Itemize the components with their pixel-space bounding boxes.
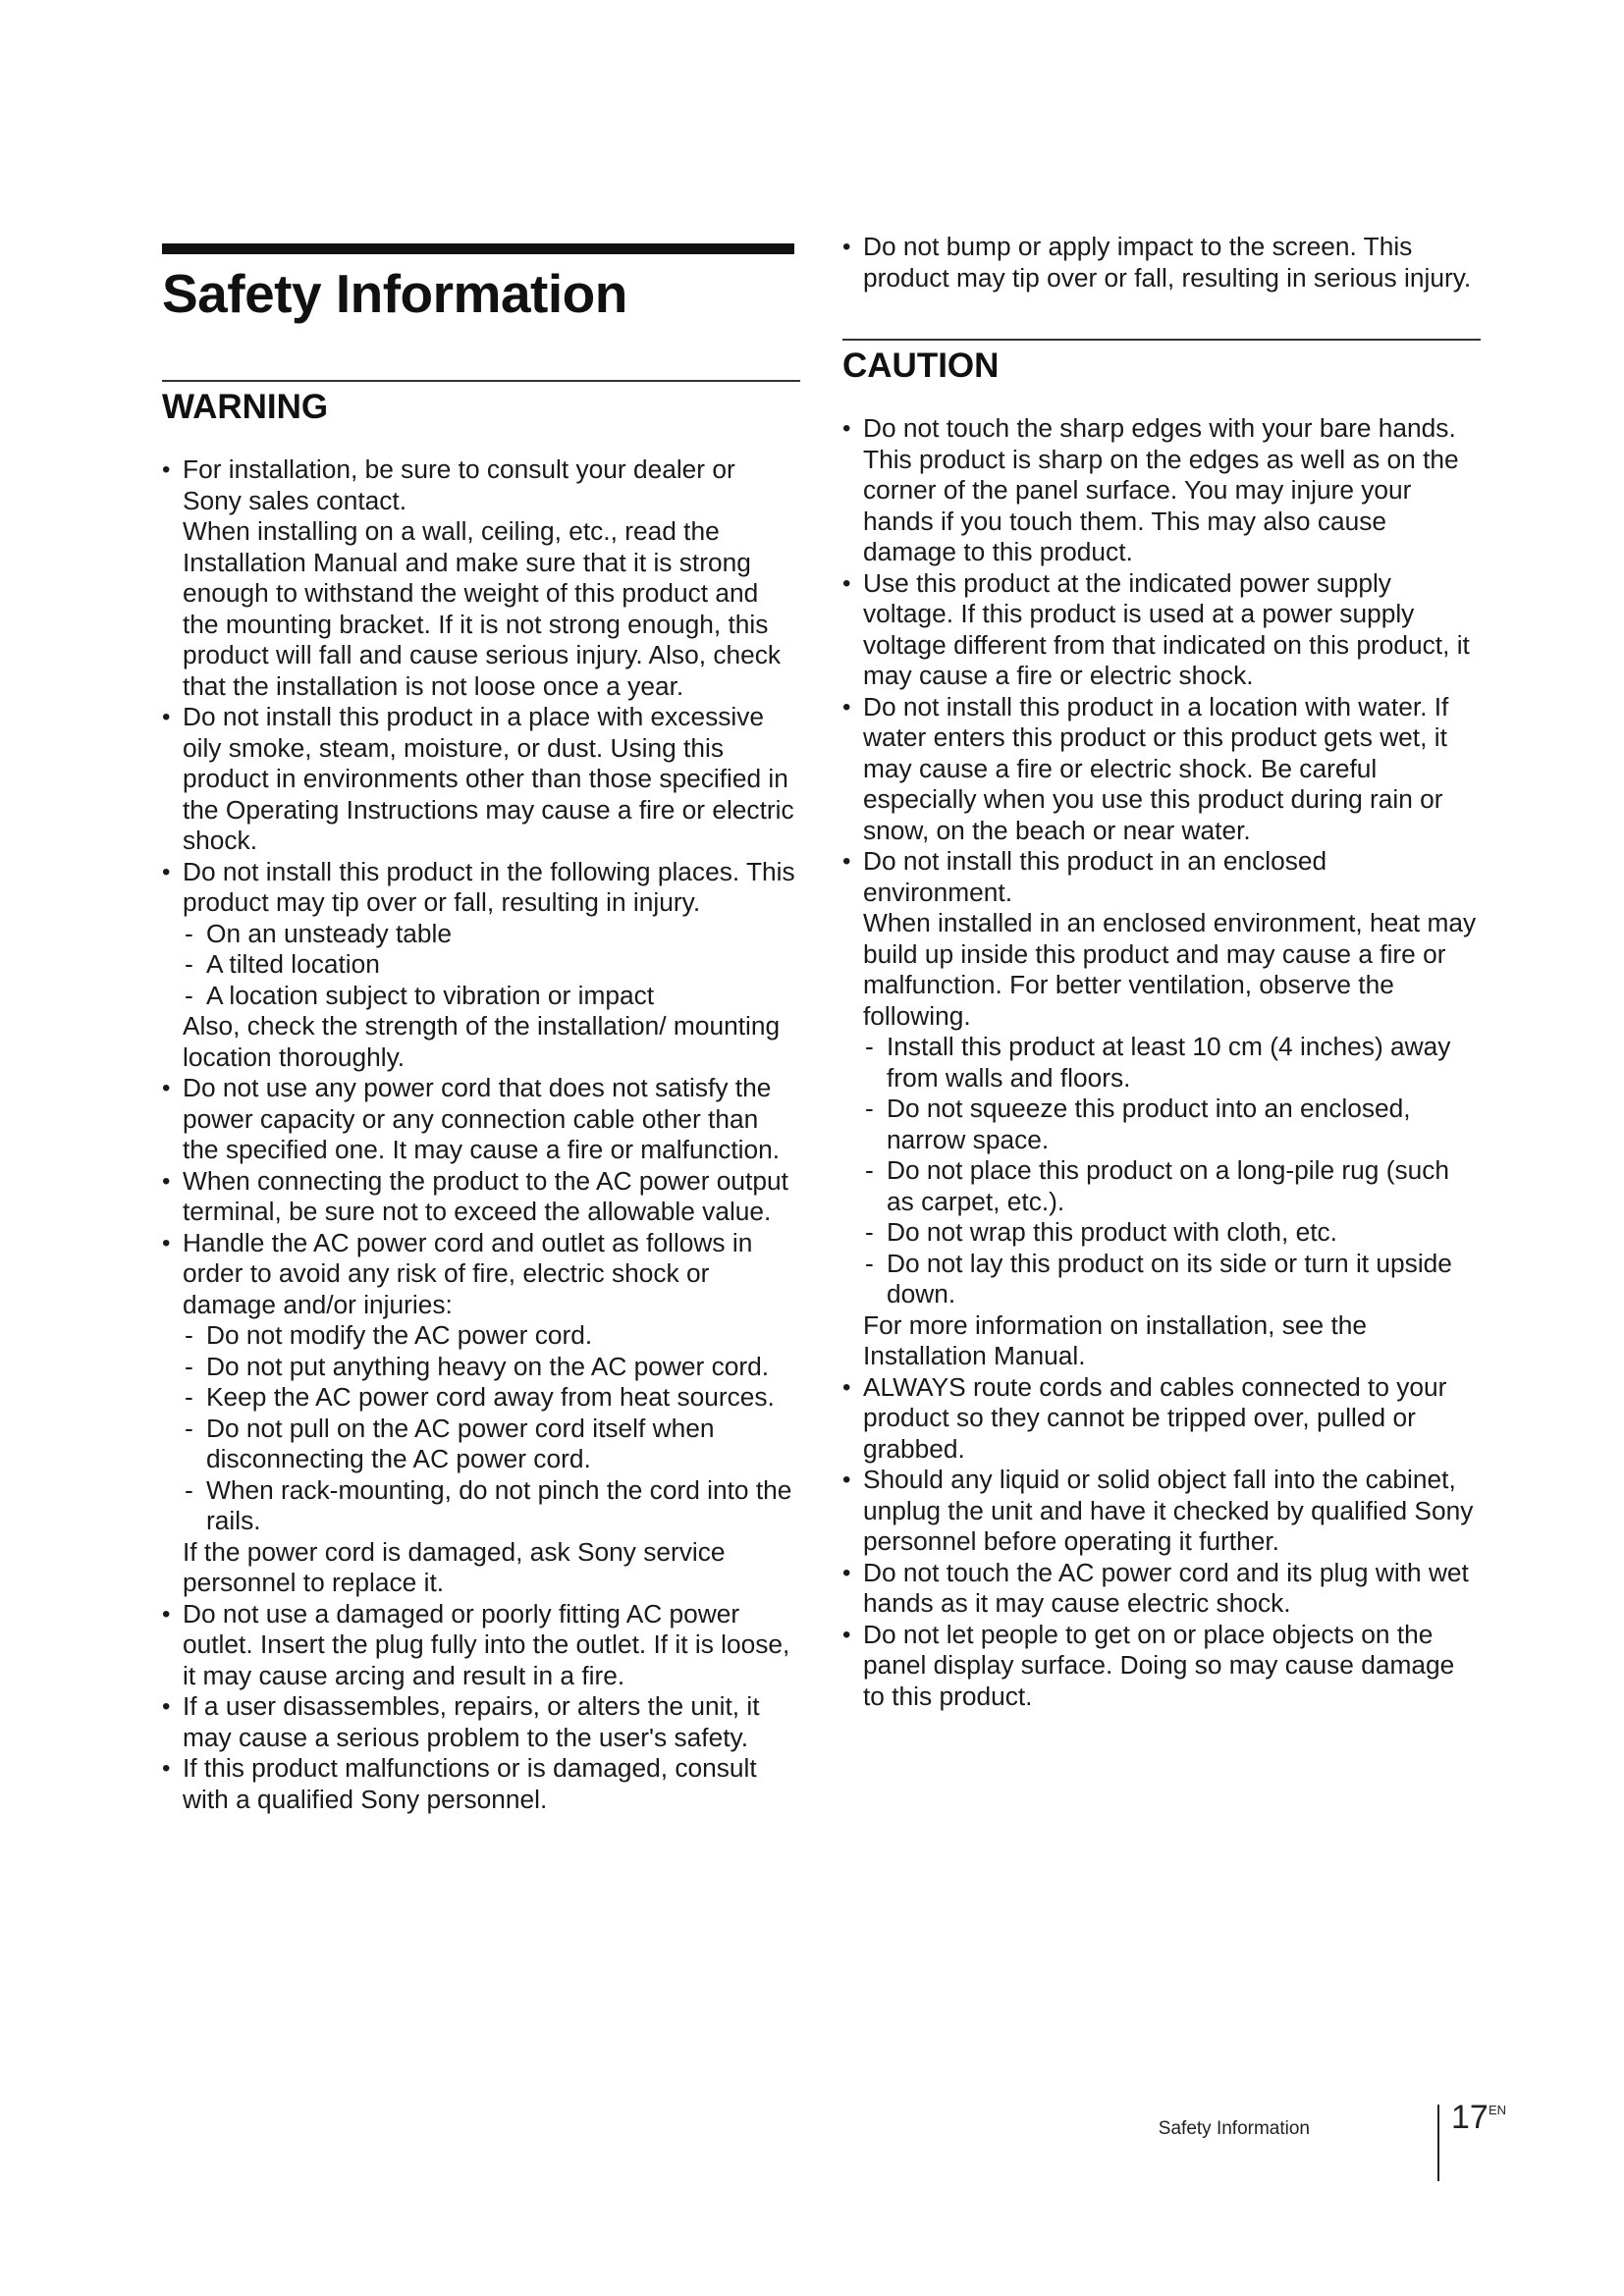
dash-list [183, 919, 800, 1012]
list-item: • Do not use any power cord that does not satisfy the power capacity or any connection cable other than the specified one. It may cause a fire or malfunction. [162, 1073, 800, 1166]
list-item: • ALWAYS route cords and cables connected to your product so they cannot be tripped over, pulled or grabbed. [842, 1372, 1481, 1466]
dash-item: - When rack-mounting, do not pinch the cord into the rails. [183, 1475, 800, 1537]
dash-item: - Keep the AC power cord away from heat sources. [183, 1382, 800, 1414]
dash-item: - A location subject to vibration or impact [183, 981, 800, 1012]
dash-item: - On an unsteady table [183, 919, 800, 950]
dash-item: - Do not put anything heavy on the AC power cord. [183, 1352, 800, 1383]
warning-rule [162, 380, 800, 382]
title-rule [162, 243, 794, 254]
dash-list [183, 1320, 800, 1537]
warning-list [162, 454, 800, 1815]
caution-heading: CAUTION [842, 347, 1000, 385]
caution-list [842, 413, 1481, 1712]
list-item: • When connecting the product to the AC power output terminal, be sure not to exceed the allowable value. [162, 1166, 800, 1228]
dash-item: - A tilted location [183, 949, 800, 981]
dash-item: - Do not pull on the AC power cord itself when disconnecting the AC power cord. [183, 1414, 800, 1475]
warning-heading: WARNING [162, 388, 329, 426]
page-number: 17 [1451, 2099, 1489, 2136]
list-item: • For installation, be sure to consult your dealer or Sony sales contact. When installing on a wall, ceiling, etc., read the Installation Manual and make sure that it is strong enough to withstand the weight of this product and the mounting bracket. If it is not strong enough, this product will fall and cause serious injury. Also, check that the installation is not loose once a year. [162, 454, 800, 702]
right-column [842, 232, 1481, 1712]
list-item: • If this product malfunctions or is damaged, consult with a qualified Sony personnel. [162, 1753, 800, 1815]
list-item: • Do not bump or apply impact to the screen. This product may tip over or fall, resulting in serious injury. [842, 232, 1481, 294]
dash-item: - Do not squeeze this product into an enclosed, narrow space. [863, 1094, 1481, 1155]
list-item: • Do not install this product in the following places. This product may tip over or fall, resulting in injury. - On an unsteady table - A tilted location - A location subject to vibration or impact Also, check the strength of the installation/ mounting location thoroughly. [162, 857, 800, 1074]
list-item: • Do not use a damaged or poorly fitting AC power outlet. Insert the plug fully into the outlet. If it is loose, it may cause arcing and result in a fire. [162, 1599, 800, 1692]
dash-item: - Do not place this product on a long-pile rug (such as carpet, etc.). [863, 1155, 1481, 1217]
dash-item: - Do not lay this product on its side or turn it upside down. [863, 1249, 1481, 1310]
dash-item: - Do not wrap this product with cloth, etc. [863, 1217, 1481, 1249]
footer-section-label: Safety Information [1158, 2118, 1310, 2139]
list-item: • Do not install this product in a location with water. If water enters this product or this product gets wet, it may cause a fire or electric shock. Be careful especially when you use this product during rain or snow, on the beach or near water. [842, 692, 1481, 847]
list-item: • Should any liquid or solid object fall into the cabinet, unplug the unit and have it checked by qualified Sony personnel before operating it further. [842, 1465, 1481, 1558]
list-item: • Do not install this product in an enclosed environment. When installed in an enclosed environment, heat may build up inside this product and may cause a fire or malfunction. For better ventilation, observe the following. - Install this product at least 10 cm (4 inches) away from walls and floors. - Do not squeeze this product into an enclosed, narrow space. - Do not place this product on a long-pile rug (such as carpet, etc.). - Do not wrap this product with cloth, etc. - Do not lay this product on its side or turn it upside down. For more information on installation, see the Installation Manual. [842, 846, 1481, 1372]
language-code: EN [1489, 2103, 1507, 2117]
page-title: Safety Information [162, 263, 627, 324]
caution-rule [842, 339, 1481, 341]
list-item: • Do not let people to get on or place objects on the panel display surface. Doing so may cause damage to this product. [842, 1620, 1481, 1713]
footer-divider [1437, 2105, 1439, 2181]
page-footer [1080, 2099, 1522, 2183]
list-item: • Handle the AC power cord and outlet as follows in order to avoid any risk of fire, electric shock or damage and/or injuries: - Do not modify the AC power cord. - Do not put anything heavy on the AC power cord. - Keep the AC power cord away from heat sources. - Do not pull on the AC power cord itself when disconnecting the AC power cord. - When rack-mounting, do not pinch the cord into the rails. If the power cord is damaged, ask Sony service personnel to replace it. [162, 1228, 800, 1599]
left-column [162, 243, 800, 1815]
list-item: • Do not touch the sharp edges with your bare hands. This product is sharp on the edges as well as on the corner of the panel surface. You may injure your hands if you touch them. This may also cause damage to this product. [842, 413, 1481, 568]
dash-item: - Do not modify the AC power cord. [183, 1320, 800, 1352]
list-item: • Do not install this product in a place with excessive oily smoke, steam, moisture, or dust. Using this product in environments other than those specified in the Operating Instructions may cause a fire or electric shock. [162, 702, 800, 857]
list-item: • Use this product at the indicated power supply voltage. If this product is used at a power supply voltage different from that indicated on this product, it may cause a fire or electric shock. [842, 568, 1481, 692]
dash-list [863, 1032, 1481, 1310]
list-item: • If a user disassembles, repairs, or alters the unit, it may cause a serious problem to the user's safety. [162, 1691, 800, 1753]
list-item: • Do not touch the AC power cord and its plug with wet hands as it may cause electric shock. [842, 1558, 1481, 1620]
top-right-list [842, 232, 1481, 294]
dash-item: - Install this product at least 10 cm (4 inches) away from walls and floors. [863, 1032, 1481, 1094]
